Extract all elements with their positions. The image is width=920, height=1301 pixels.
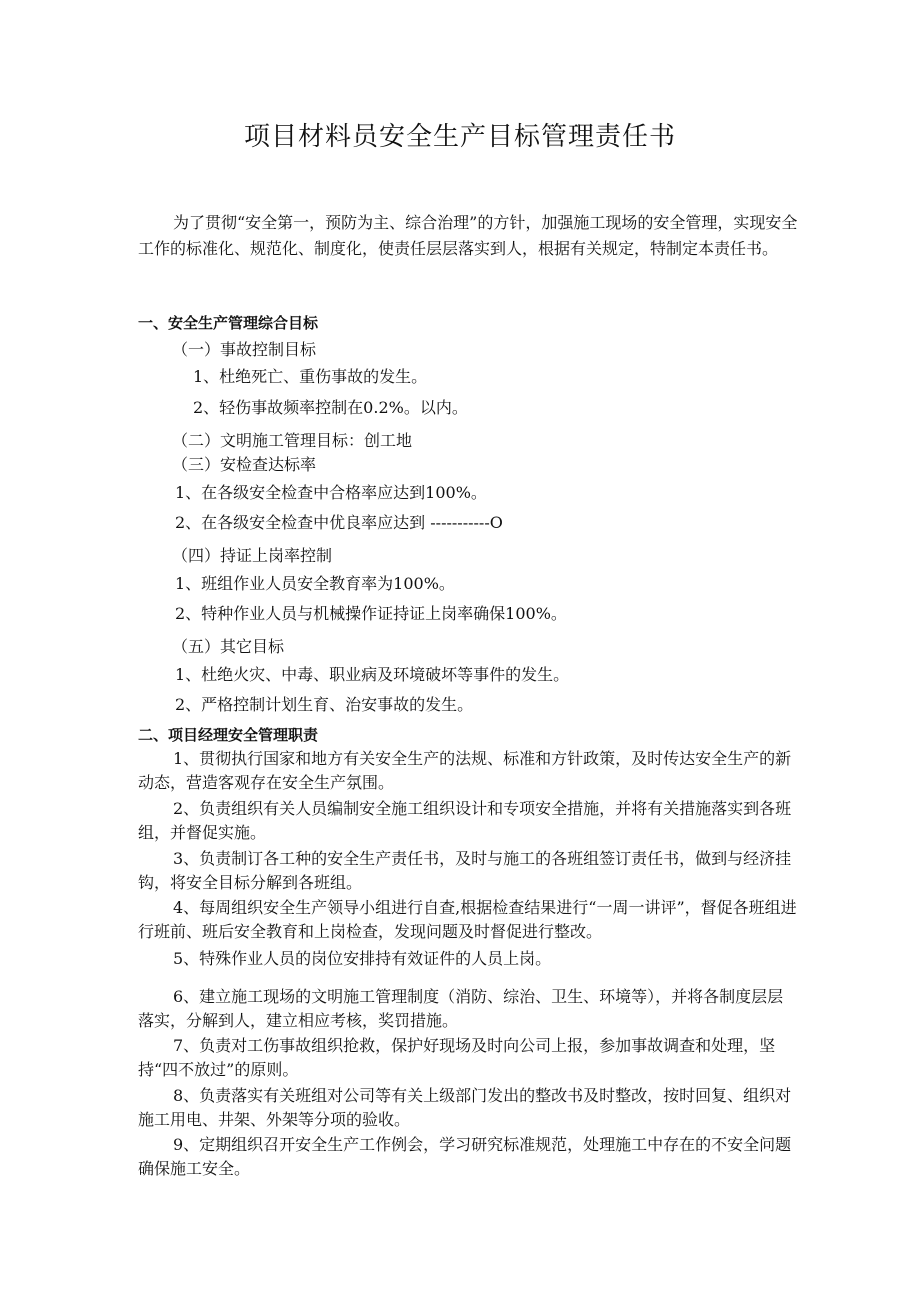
sub1-item-1: 1、杜绝死亡、重伤事故的发生。 (193, 367, 428, 386)
sub5-item-2: 2、严格控制计划生育、治安事故的发生。 (175, 695, 474, 714)
sub4-label: （四）持证上岗率控制 (172, 546, 333, 565)
duty-item-9: 9、定期组织召开安全生产工作例会，学习研究标准规范，处理施工中存在的不安全问题确保施工安全。 (138, 1135, 792, 1178)
duty-item-8: 8、负责落实有关班组对公司等有关上级部门发出的整改书及时整改，按时回复、组织对施工用电、井架、外架等分项的验收。 (138, 1086, 792, 1129)
sub2-label: （二）文明施工管理目标：创工地 (172, 431, 413, 450)
duty-item-3: 3、负责制订各工种的安全生产责任书，及时与施工的各班组签订责任书，做到与经济挂钩，将安全目标分解到各班组。 (138, 849, 792, 892)
sub4-item-1: 1、班组作业人员安全教育率为100%。 (175, 574, 455, 593)
sub1-label: （一）事故控制目标 (172, 340, 317, 359)
duty-item-6: 6、建立施工现场的文明施工管理制度（消防、综治、卫生、环境等），并将各制度层层落实，分解到人，建立相应考核，奖罚措施。 (138, 987, 784, 1030)
sub3-item-1: 1、在各级安全检查中合格率应达到100%。 (175, 483, 487, 502)
duty-item-2: 2、负责组织有关人员编制安全施工组织设计和专项安全措施，并将有关措施落实到各班组，并督促实施。 (138, 799, 792, 842)
intro-paragraph: 为了贯彻“安全第一，预防为主、综合治理”的方针，加强施工现场的安全管理，实现安全工作的标准化、规范化、制度化，使责任层层落实到人，根据有关规定，特制定本责任书。 (138, 213, 798, 258)
sub4-item-2: 2、特种作业人员与机械操作证持证上岗率确保100%。 (175, 604, 567, 623)
document-title: 项目材料员安全生产目标管理责任书 (243, 122, 676, 152)
sub3-item-2: 2、在各级安全检查中优良率应达到 -----------O (175, 513, 503, 532)
section2-heading: 二、项目经理安全管理职责 (138, 726, 319, 744)
duty-item-5: 5、特殊作业人员的岗位安排持有效证件的人员上岗。 (173, 949, 552, 968)
duty-item-1: 1、贯彻执行国家和地方有关安全生产的法规、标准和方针政策，及时传达安全生产的新动态，营造客观存在安全生产氛围。 (138, 749, 792, 792)
duty-item-4: 4、每周组织安全生产领导小组进行自查,根据检查结果进行“一周一讲评”，督促各班组进行班前、班后安全教育和上岗检查，发现问题及时督促进行整改。 (138, 898, 797, 941)
sub1-item-2: 2、轻伤事故频率控制在0.2%。以内。 (193, 398, 468, 417)
section1-heading: 一、安全生产管理综合目标 (138, 314, 319, 332)
duty-item-7: 7、负责对工伤事故组织抢救，保护好现场及时向公司上报，参加事故调查和处理，坚持“四不放过”的原则。 (138, 1036, 776, 1079)
sub3-label: （三）安检查达标率 (172, 455, 317, 474)
sub5-label: （五）其它目标 (172, 637, 285, 656)
sub5-item-1: 1、杜绝火灾、中毒、职业病及环境破坏等事件的发生。 (175, 665, 570, 684)
